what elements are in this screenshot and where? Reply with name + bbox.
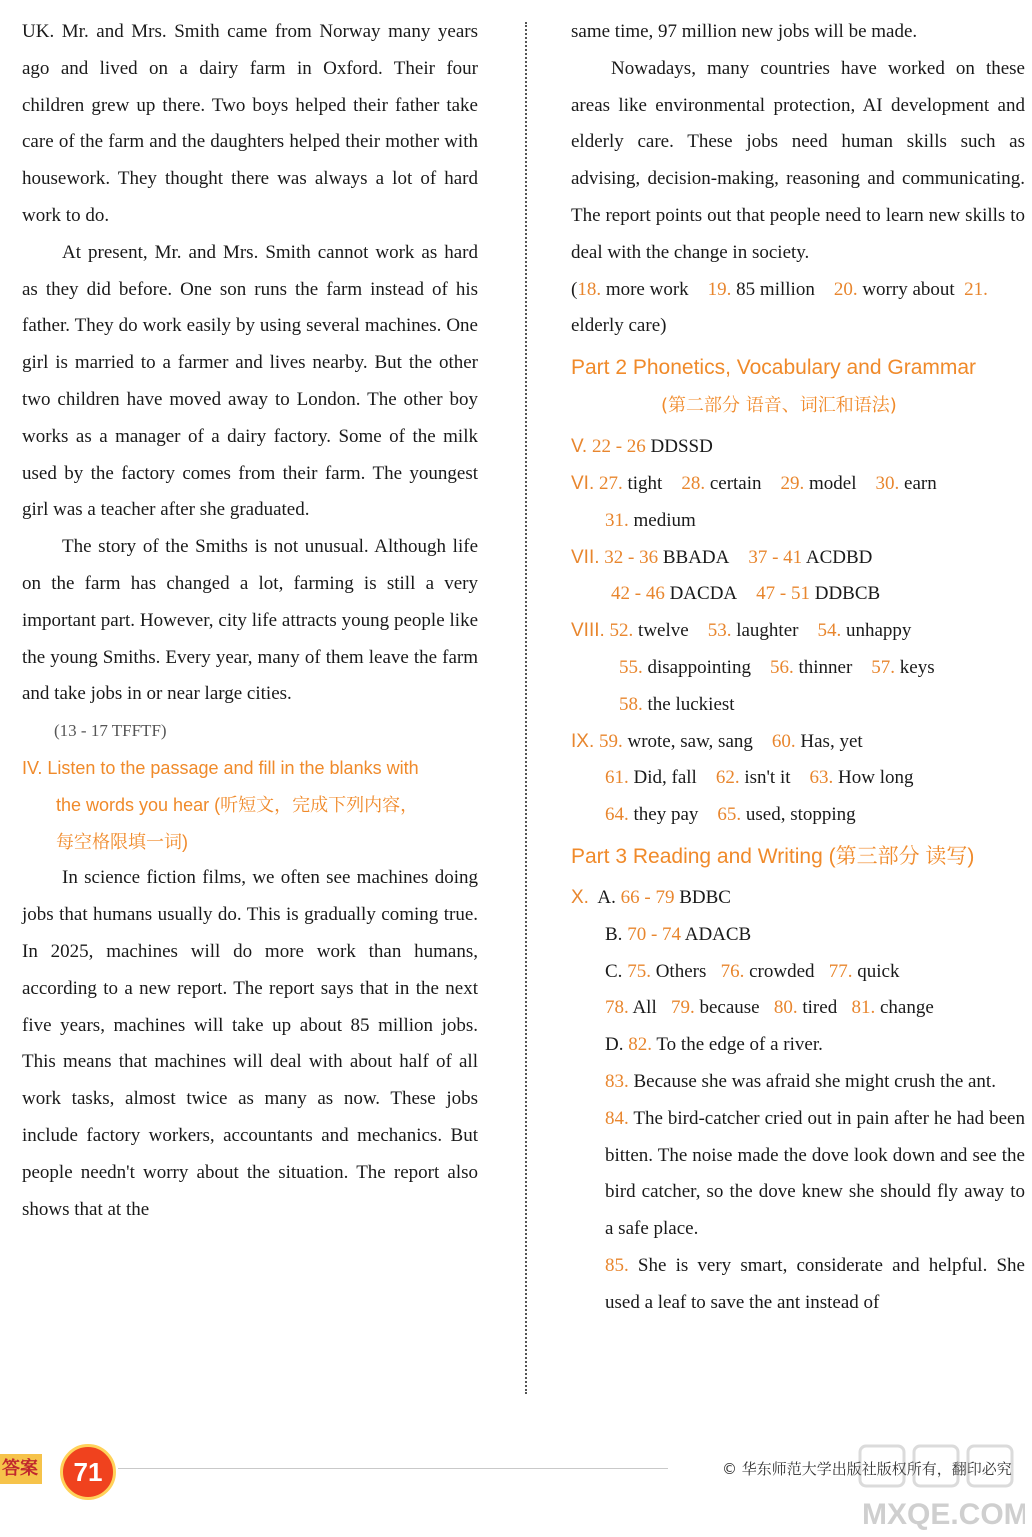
right-column: [571, 14, 1025, 1322]
copyright-notice: © 华东师范大学出版社版权所有，翻印必究: [722, 1460, 1012, 1478]
answer-18-21: (18. more work 19. 85 million 20. worry about 21. elderly care): [571, 278, 988, 337]
section-x-answers: C. 75. Others 76. crowded 77. quick: [605, 960, 900, 982]
part-3-title: Part 3 Reading and Writing (第三部分 读写): [571, 844, 975, 868]
answer-84: 84. The bird-catcher cried out in pain after he had been bitten. The noise made the dove look down and see the bird catcher, so the dove knew she should fly away to a safe place.: [605, 1107, 1025, 1240]
passage-paragraph: The story of the Smiths is not unusual. Although life on the farm has changed a lot, farming is still a very important part. However, city life attracts young people like the young Smiths. Every year, many of them leave the farm and take jobs in or near large cities.: [22, 536, 478, 705]
watermark-text: MXQE.COM: [862, 1498, 1025, 1531]
section-x-answers: X. A. 66 - 79 BDBC: [571, 886, 731, 908]
section-vi-answers: 31. medium: [605, 509, 696, 531]
section-ix-answers: 64. they pay 65. used, stopping: [605, 804, 856, 826]
section-iv-heading: the words you hear (听短文，完成下列内容，: [56, 794, 419, 815]
section-viii-answers: 58. the luckiest: [619, 693, 735, 715]
passage-paragraph: same time, 97 million new jobs will be made.: [571, 21, 918, 42]
answer-85: 85. She is very smart, considerate and helpful. She used a leaf to save the ant instead of: [605, 1254, 1025, 1313]
section-x-answers: 78. All 79. because 80. tired 81. change: [605, 997, 934, 1019]
section-iv-heading: IV. Listen to the passage and fill in the blanks with: [22, 757, 419, 778]
section-v-answers: V. 22 - 26 DDSSD: [571, 436, 713, 458]
passage-paragraph: At present, Mr. and Mrs. Smith cannot work as hard as they did before. One son runs the farm instead of his father. They do work easily by using several machines. One girl is married to a farmer and lives nearby. But the other two children have moved away to London. The other boy works as a manager of a dairy factory. Some of the milk used by the factory comes from their farm. The youngest girl was a teacher after she graduated.: [22, 241, 478, 521]
watermark-shape: [860, 1446, 904, 1486]
page-number: 71: [60, 1444, 116, 1500]
watermark-shape: [914, 1446, 958, 1486]
watermark: [850, 1440, 1025, 1532]
section-vi-answers: VI. 27. tight 28. certain 29. model 30. earn: [571, 472, 937, 494]
answer-label: 答案: [0, 1454, 42, 1484]
section-x-answers: B. 70 - 74 ADACB: [605, 923, 752, 945]
left-column: [22, 14, 478, 1228]
passage-paragraph: UK. Mr. and Mrs. Smith came from Norway many years ago and lived on a dairy farm in Oxford. Their four children grew up there. Two boys helped their father take care of the farm and the daughters helped their mother with housework. They thought there was always a lot of hard work to do.: [22, 21, 478, 226]
section-ix-answers: 61. Did, fall 62. isn't it 63. How long: [605, 767, 914, 789]
passage-paragraph: In science fiction films, we often see machines doing jobs that humans usually do. This is gradually coming true. In 2025, machines will do more work than humans, according to a new report. The report says that in the next five years, machines will take up about 85 million jobs. This means that machines will deal with about half of all work tasks, almost twice as many as now. These jobs include factory workers, accountants and mechanics. But people needn't worry about the situation. The report also shows that at the: [22, 867, 478, 1220]
part-2-title: Part 2 Phonetics, Vocabulary and Grammar: [571, 356, 977, 380]
watermark-shape: [968, 1446, 1012, 1486]
section-vii-answers: VII. 32 - 36 BBADA 37 - 41 ACDBD: [571, 546, 873, 568]
section-viii-answers: 55. disappointing 56. thinner 57. keys: [619, 656, 935, 678]
section-viii-answers: VIII. 52. twelve 53. laughter 54. unhappy: [571, 620, 912, 642]
passage-paragraph: Nowadays, many countries have worked on these areas like environmental protection, AI development and elderly care. These jobs need human skills such as advising, decision-making, reasoning and communicating. The report points out that people need to learn new skills to deal with the change in society.: [571, 57, 1025, 263]
section-ix-answers: IX. 59. wrote, saw, sang 60. Has, yet: [571, 730, 863, 752]
answer-13-17: (13 - 17 TFFTF): [54, 721, 167, 741]
watermark-logo: [850, 1440, 1025, 1532]
section-x-answers: D. 82. To the edge of a river.: [605, 1034, 823, 1056]
part-2-subtitle: (第二部分 语音、词汇和语法): [661, 395, 897, 417]
answer-83: 83. Because she was afraid she might crush the ant.: [605, 1070, 996, 1092]
footer-rule: [118, 1468, 668, 1469]
section-iv-heading: 每空格限填一词): [56, 831, 188, 852]
section-vii-answers: 42 - 46 DACDA 47 - 51 DDBCB: [611, 583, 881, 605]
column-divider: [525, 22, 527, 1394]
